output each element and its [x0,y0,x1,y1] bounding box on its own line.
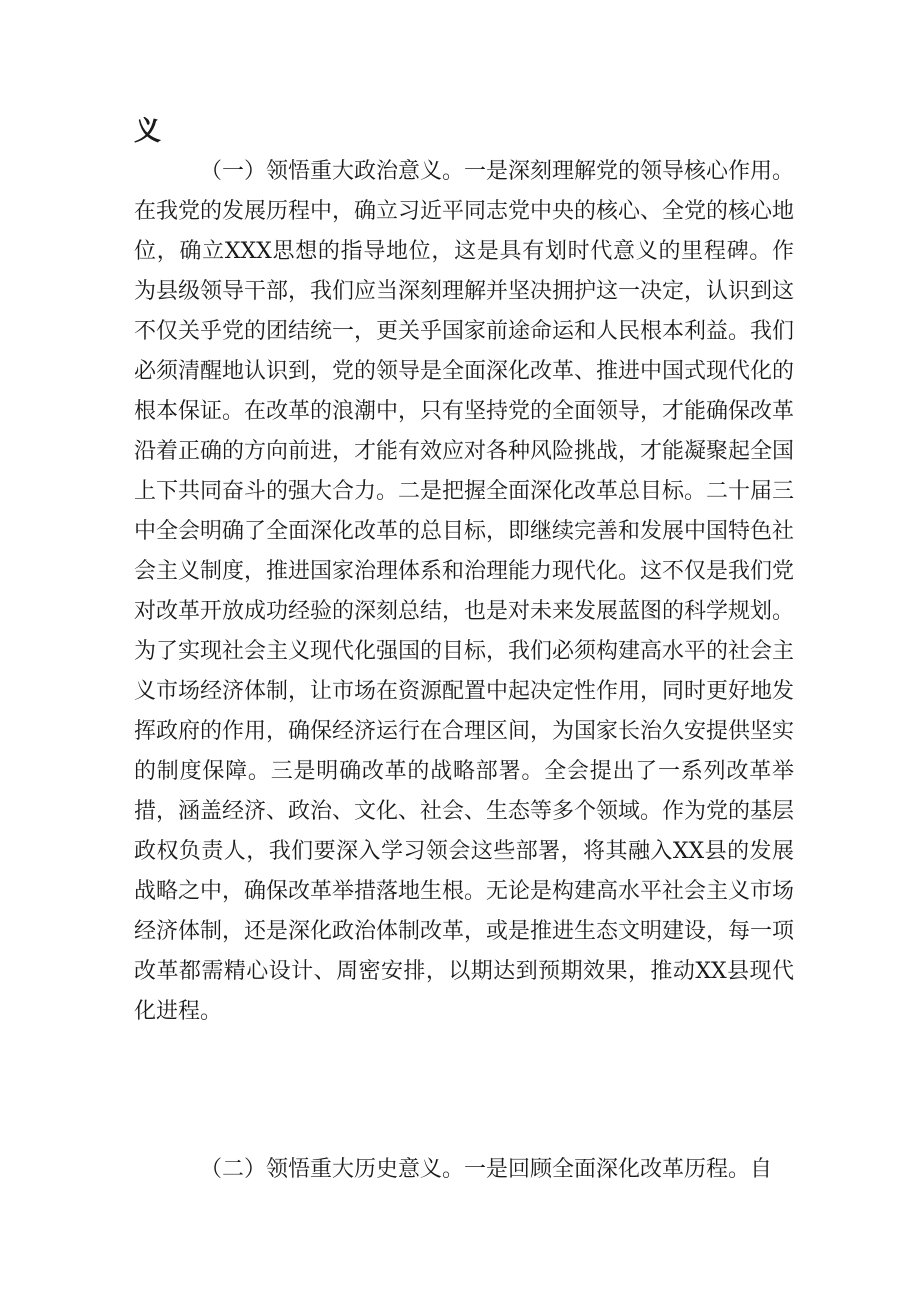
section-heading-tail: 义 [134,116,161,147]
paragraph-historical-significance: （二）领悟重大历史意义。一是回顾全面深化改革历程。自 [200,1157,773,1182]
paragraph-political-significance: （一）领悟重大政治意义。一是深刻理解党的领导核心作用。在我党的发展历程中，确立习近平同志党中央的核心、全党的核心地位，确立XXX思想的指导地位，这是具有划时代意义的里程碑。作为县级领导干部，我们应当深刻理解并坚决拥护这一决定，认识到这不仅关乎党的团结统一，更关乎国家前途命运和人民根本利益。我们必须清醒地认识到，党的领导是全面深化改革、推进中国式现代化的根本保证。在改革的浪潮中，只有坚持党的全面领导，才能确保改革沿着正确的方向前进，才能有效应对各种风险挑战，才能凝聚起全国上下共同奋斗的强大合力。二是把握全面深化改革总目标。二十届三中全会明确了全面深化改革的总目标，即继续完善和发展中国特色社会主义制度，推进国家治理体系和治理能力现代化。这不仅是我们党对改革开放成功经验的深刻总结，也是对未来发展蓝图的科学规划。为了实现社会主义现代化强国的目标，我们必须构建高水平的社会主义市场经济体制，让市场在资源配置中起决定性作用，同时更好地发挥政府的作用，确保经济运行在合理区间，为国家长治久安提供坚实的制度保障。三是明确改革的战略部署。全会提出了一系列改革举措，涵盖经济、政治、文化、社会、生态等多个领域。作为党的基层政权负责人，我们要深入学习领会这些部署，将其融入XX县的发展战略之中，确保改革举措落地生根。无论是构建高水平社会主义市场经济体制，还是深化政治体制改革，或是推进生态文明建设，每一项改革都需精心设计、周密安排，以期达到预期效果，推动XX县现代化进程。 [134,159,795,1024]
